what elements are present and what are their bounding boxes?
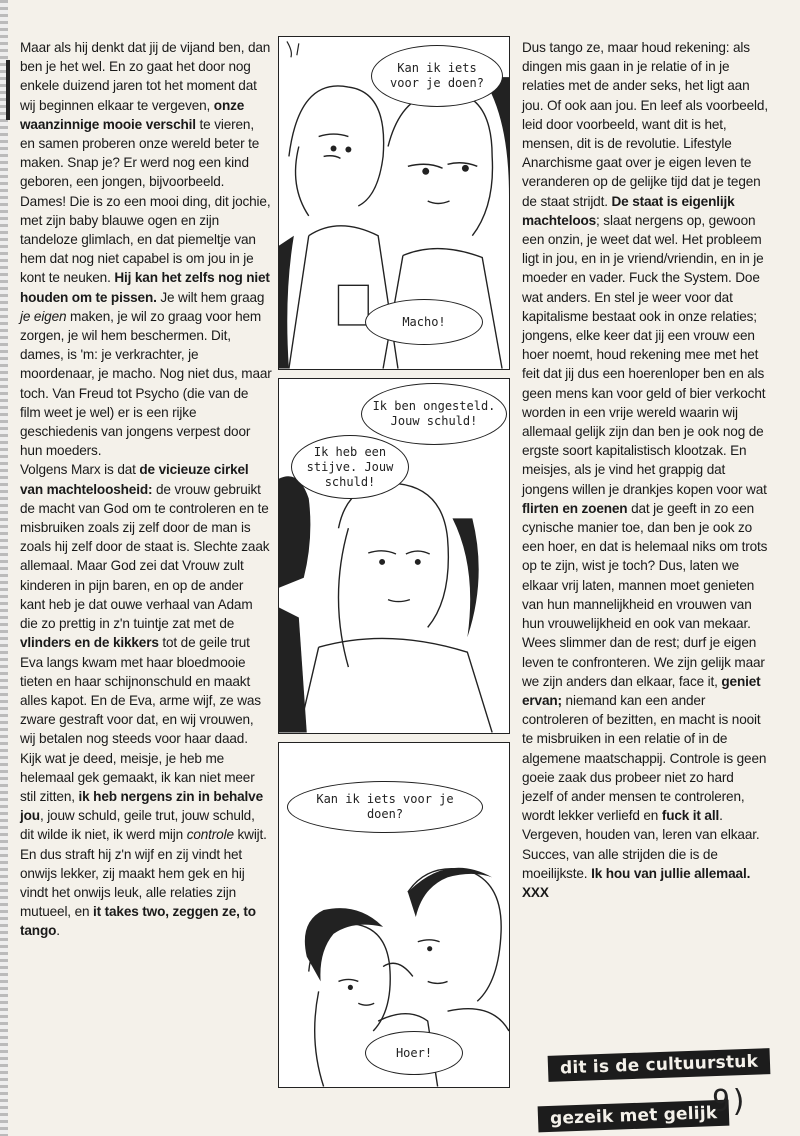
text-run: Dus tango ze, maar houd rekening: als dingen mis gaan in je relatie of in je relaties met de ander seks, het ligt aan jou. Of ook aan jou. En leef als voorbeeld, leid door voorbeeld, want dit is het, mensen, dit is de revolutie. Lifestyle Anarchisme gaat over je eigen leven te veranderen op de gelijke tijd dat je tegen de staat strijdt. bbox=[522, 40, 768, 209]
comic-panel-2 bbox=[278, 378, 510, 734]
italic-phrase: controle bbox=[186, 827, 234, 843]
speech-bubble-right: Ik ben ongesteld. Jouw schuld! bbox=[361, 383, 507, 445]
right-paragraph bbox=[522, 38, 768, 902]
text-run: niemand kan een ander controleren of bezitten, en macht is nooit te misbruiken in een relatie of in de algemene maatschappij. Controle is geen goeie zaak dus probeer niet zo hard jezelf of ander mensen te controleren, wordt lekker verliefd en bbox=[522, 692, 767, 824]
text-run: . Vergeven, houden van, leren van elkaar. Succes, van alle strijden die is de moeilijkste. bbox=[522, 808, 760, 881]
bold-phrase: onze waanzinnige mooie verschil bbox=[20, 97, 245, 132]
bold-phrase: vlinders en de kikkers bbox=[20, 635, 159, 651]
speech-bubble-bottom: Macho! bbox=[365, 299, 483, 345]
text-run: Je wilt hem graag bbox=[156, 289, 265, 305]
page-number: 9) bbox=[712, 1084, 749, 1119]
bold-phrase: de vicieuze cirkel van machteloosheid: bbox=[20, 462, 249, 497]
text-run: kwijt. En dus straft hij z'n wijf en zij vindt het onwijs lekker, zij maakt hem gek en hij vindt het onwijs leuk, alle relaties zijn mutueel, en bbox=[20, 827, 267, 920]
culture-section-stamp: dit is de cultuurstuk bbox=[548, 1048, 771, 1082]
text-run: de vrouw gebruikt de macht van God om te controleren en te misbruiken zoals zij zelf door de man is zoals hij zelf door de staat is. Slechte zaak allemaal. Maar God zei dat Vrouw zult kinderen in pijn baren, en op de ander kant heb je dat ouwe verhaal van Adam die zo prettig in z'n tuintje zat met de bbox=[20, 481, 270, 632]
binding-edge bbox=[0, 0, 8, 1136]
text-run: wat bbox=[746, 481, 767, 497]
bold-phrase: ik heb nergens zin in behalve jou bbox=[20, 788, 264, 824]
text-run: dat je geeft in zo een cynische manier toe, dan ben je ook zo een hoer, en dat is helemaal niks om trots op te zijn, wist je toch? Dus, laten we elkaar vrij laten, mannen moet genieten van hun mannelijkheid en vrouwen van hun vrouwelijkheid en ook van mekaar. Wees slimmer dan de rest; durf je eigen leven te confronteren. We zijn gelijk maar we zijn anders dan elkaar, face it, bbox=[522, 500, 768, 689]
speech-bubble-left: Ik heb een stijve. Jouw schuld! bbox=[291, 435, 409, 499]
text-run: maken, je wil zo graag voor hem zorgen, je wil hem beschermen. Dit, dames, is 'm: je verkrachter, je moordenaar, je macho. Nog niet dus, maar toch. Van Freud tot Psycho (die van de film weet je wel) er is een rijke geschiedenis van jongens verpest door hun moeders. bbox=[20, 308, 272, 459]
bold-phrase: De staat is eigenlijk machteloos bbox=[522, 193, 735, 228]
text-run: , jouw schuld, geile trut, jouw schuld, dit wilde ik niet, ik werd mijn bbox=[20, 808, 255, 843]
text-run: te vieren, en samen proberen onze wereld beter te maken. Snap je? Er werd nog een kind geboren, een jongen, bijvoorbeeld. Dames! Die is zo een mooi ding, dit jochie, met zijn baby blauwe ogen en zijn tandeloze glimlach, en dat piemeltje van hem dat nog niet capabel is om jou in je kont te neuken. bbox=[20, 116, 271, 286]
comic-panel-1 bbox=[278, 36, 510, 370]
binding-mark bbox=[6, 60, 10, 120]
text-run: Maar als hij denkt dat jij de vijand ben, dan ben je het wel. En zo gaat het door nog enkele duizend jaren tot het moment dat wij beginnen elkaar te vergeven, bbox=[20, 40, 271, 113]
bold-phrase: it takes two, zeggen ze, to tango bbox=[20, 904, 256, 939]
left-text-column bbox=[20, 38, 272, 941]
text-run: ; slaat nergens op, gewoon een onzin, je weet dat wel. Het probleem ligt in jou, en in je vriend/vriendin, en in je moeder en vader. Fuck the System. Doe wat anders. En stel je weer voor dat kapitalisme bestaat ook in onze relaties; jongens, elke keer dat jij een vrouw een hoer noemt, houd rekening mee met het feit dat jij dus een hoerenloper ben en als geen mens kan voor geld of bier verkocht worden in een vrije wereld waarin wij allemaal gelijk zijn dan ben je ook nog de ergste soort kapitalistisch klootzak. En meisjes, als je vind het grappig dat jongens willen je drankjes kopen voor bbox=[522, 212, 766, 497]
text-run: tot de geile trut Eva langs kwam met haar bloedmooie tieten en haar schijnonschuld en maakt alles kapot. En de Eva, arme wijf, ze was zware gestraft voor dat, en wij vrouwen, wij betalen nog steeds voor haar daad. Kijk wat je deed, meisje, je heb me helemaal gek gemaakt, ik kan niet meer stil zitten, bbox=[20, 635, 261, 804]
speech-bubble-top: Kan ik iets voor je doen? bbox=[371, 45, 503, 107]
comic-panel-3 bbox=[278, 742, 510, 1088]
bold-phrase: geniet ervan; bbox=[522, 673, 761, 708]
bold-phrase: fuck it all bbox=[661, 808, 720, 824]
left-paragraph bbox=[20, 38, 272, 941]
bold-phrase: Ik hou van jullie allemaal. XXX bbox=[522, 865, 751, 900]
text-run: Volgens Marx is dat bbox=[20, 462, 140, 478]
bold-phrase: flirten en zoenen bbox=[522, 500, 628, 516]
text-run: . bbox=[56, 923, 60, 939]
bold-phrase: Hij kan het zelfs nog niet houden om te pissen. bbox=[20, 270, 270, 305]
speech-bubble-top: Kan ik iets voor je doen? bbox=[287, 781, 483, 833]
right-text-column bbox=[522, 38, 768, 902]
tagline-stamp: gezeik met gelijk bbox=[538, 1100, 730, 1133]
italic-phrase: je eigen bbox=[20, 308, 67, 324]
speech-bubble-bottom: Hoer! bbox=[365, 1031, 463, 1075]
